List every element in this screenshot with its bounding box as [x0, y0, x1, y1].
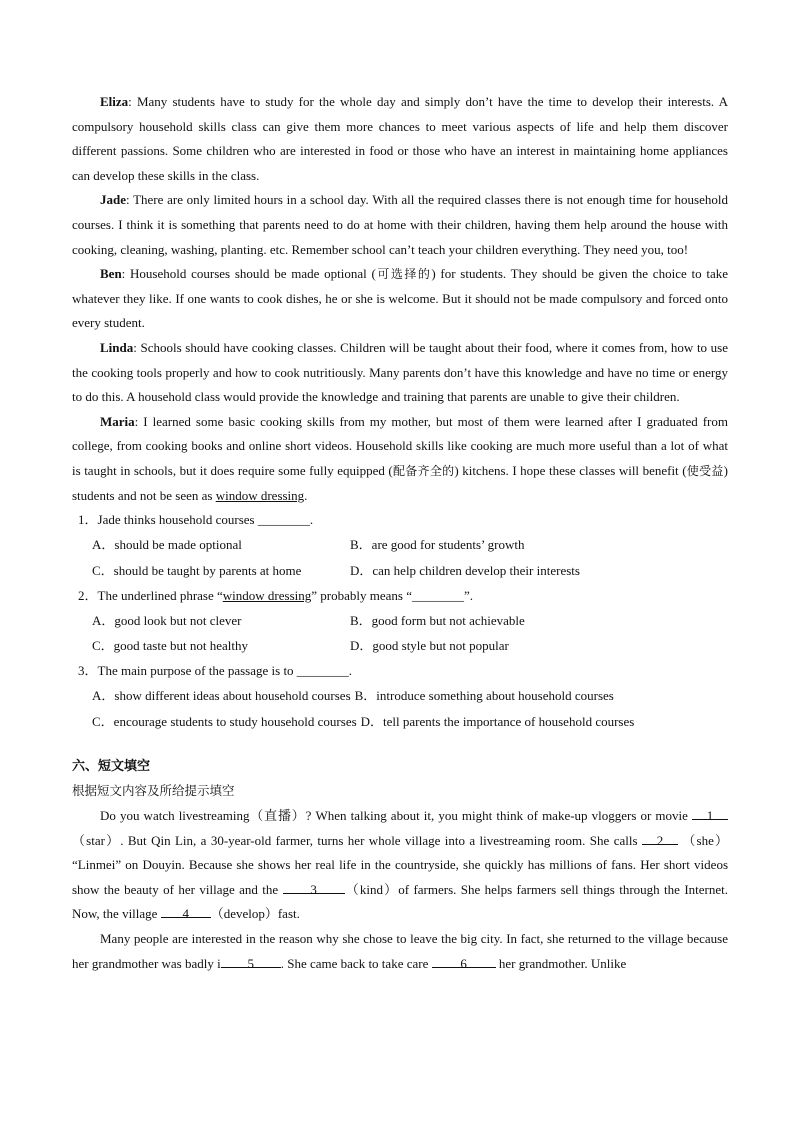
blank-4[interactable]: 4	[161, 902, 211, 918]
paragraph-ben	[72, 262, 728, 336]
paragraph-jade	[72, 188, 728, 262]
option-d[interactable]: D．good style but not popular	[350, 638, 509, 654]
cloze-text: （develop）fast.	[210, 906, 300, 922]
underlined-phrase: window dressing	[215, 487, 305, 503]
option-a[interactable]: A．should be made optional	[92, 537, 242, 553]
speaker-name: Ben	[100, 266, 122, 282]
cloze-paragraph-2	[72, 927, 728, 976]
speaker-name: Maria	[100, 413, 135, 429]
question-stem: Jade thinks household courses ________.	[97, 512, 314, 528]
options-row	[72, 533, 728, 559]
paragraph-text: : I learned some basic cooking skills from my mother, but most of them were learned after I graduated from college, from cooking books and online short videos. Household skills like cooking are much more useful than a lot of what is taught in schools, but it does require some fully equipped (	[72, 413, 728, 478]
blank-6[interactable]: 6	[432, 952, 496, 968]
cloze-text: （kind）of farmers. She helps farmers sell things through the Internet. Now, the village	[72, 881, 728, 922]
question-number: 3．	[78, 663, 98, 679]
paragraph-linda	[72, 336, 728, 410]
option-b[interactable]: B．are good for students’ growth	[350, 537, 525, 553]
chinese-gloss: 使受益	[686, 463, 724, 478]
section-title: 六、短文填空	[72, 758, 151, 774]
paragraph-text: : Household courses should be made optional (	[121, 266, 376, 282]
option-d[interactable]: D．can help children develop their interests	[350, 562, 580, 578]
option-d[interactable]: D．tell parents the importance of household courses	[360, 713, 635, 729]
option-b[interactable]: B．introduce something about household courses	[354, 688, 614, 704]
options-row	[72, 634, 728, 660]
chinese-gloss: 可选择的	[375, 267, 432, 282]
blank-2[interactable]: 2	[642, 829, 678, 845]
paragraph-text: : Many students have to study for the whole day and simply don’t have the time to develop their interests. A compulsory household skills class can give them more chances to meet various aspects of life and help them discover different passions. Some children who are interested in food or those who have an interest in maintaining home appliances can develop these skills in the class.	[72, 94, 728, 183]
option-b[interactable]: B．good form but not achievable	[350, 612, 525, 628]
paragraph-text: : Schools should have cooking classes. Children will be taught about their food, where it comes from, how to use the cooking tools properly and how to cook nutritiously. Many parents don’t have this knowledge and have no time or energy to do this. A household class would provide the knowledge and training that parents are unable to give their children.	[72, 339, 728, 405]
option-a[interactable]: A．good look but not clever	[92, 612, 242, 628]
question-number: 1．	[78, 512, 98, 528]
document-page	[72, 90, 728, 976]
paragraph-text: ) kitchens. I hope these classes will benefit (	[454, 462, 687, 478]
options-row	[72, 684, 728, 710]
question-stem: The underlined phrase “	[97, 587, 223, 603]
cloze-text: （she） “Linmei” on Douyin. Because she shows her real life in the countryside, she quickly has millions of fans. Her short videos show the beauty of her village and the	[72, 832, 728, 897]
question-1	[72, 508, 728, 533]
paragraph-text: : There are only limited hours in a school day. With all the required classes there is not enough time for household courses. I think it is something that parents need to do at home with their children, having them help around the house with cooking, cleaning, washing, planting. etc. Remember school can’t teach your children everything. They need you, too!	[72, 192, 728, 257]
paragraph-text: ) for students. They should be given the choice to take whatever they like. If one wants to cook dishes, he or she is welcome. But it should not be made compulsory and forced onto every student.	[72, 266, 728, 331]
blank-3[interactable]: 3	[283, 878, 345, 894]
paragraph-eliza	[72, 90, 728, 188]
section-instruction: 根据短文内容及所给提示填空	[72, 783, 235, 799]
question-stem: ” probably means “________”.	[311, 587, 473, 603]
blank-1[interactable]: 1	[692, 804, 728, 820]
speaker-name: Eliza	[100, 94, 129, 109]
options-row	[72, 608, 728, 634]
question-stem: The main purpose of the passage is to ________.	[97, 663, 353, 679]
options-row	[72, 558, 728, 584]
cloze-text: （star）. But Qin Lin, a 30-year-old farmer, turns her whole village into a livestreaming room. She calls	[72, 832, 638, 848]
underlined-phrase: window dressing	[222, 587, 312, 603]
cloze-text: Many people are interested in the reason why she chose to leave the big city. In fact, she returned to the village because her grandmother was badly i	[72, 931, 728, 971]
paragraph-maria	[72, 410, 728, 508]
paragraph-text: .	[304, 487, 308, 503]
options-row	[72, 709, 728, 735]
cloze-text: Do you watch livestreaming（直播）? When talking about it, you might think of make-up vloggers or movie	[100, 808, 688, 824]
option-c[interactable]: C．should be taught by parents at home	[92, 562, 302, 578]
question-number: 2．	[78, 587, 98, 603]
option-c[interactable]: C．encourage students to study household courses	[92, 713, 357, 729]
question-3	[72, 659, 728, 684]
option-a[interactable]: A．show different ideas about household courses	[92, 688, 351, 704]
question-2	[72, 584, 728, 609]
paragraph-text: ) students and not be seen as	[72, 462, 728, 503]
blank-5[interactable]: 5	[221, 952, 281, 968]
speaker-name: Jade	[100, 192, 126, 208]
option-c[interactable]: C．good taste but not healthy	[92, 638, 248, 654]
cloze-text: her grandmother. Unlike	[498, 955, 627, 971]
cloze-paragraph-1	[72, 804, 728, 927]
speaker-name: Linda	[100, 339, 134, 355]
cloze-text: . She came back to take care	[280, 955, 429, 971]
chinese-gloss: 配备齐全的	[392, 463, 455, 478]
